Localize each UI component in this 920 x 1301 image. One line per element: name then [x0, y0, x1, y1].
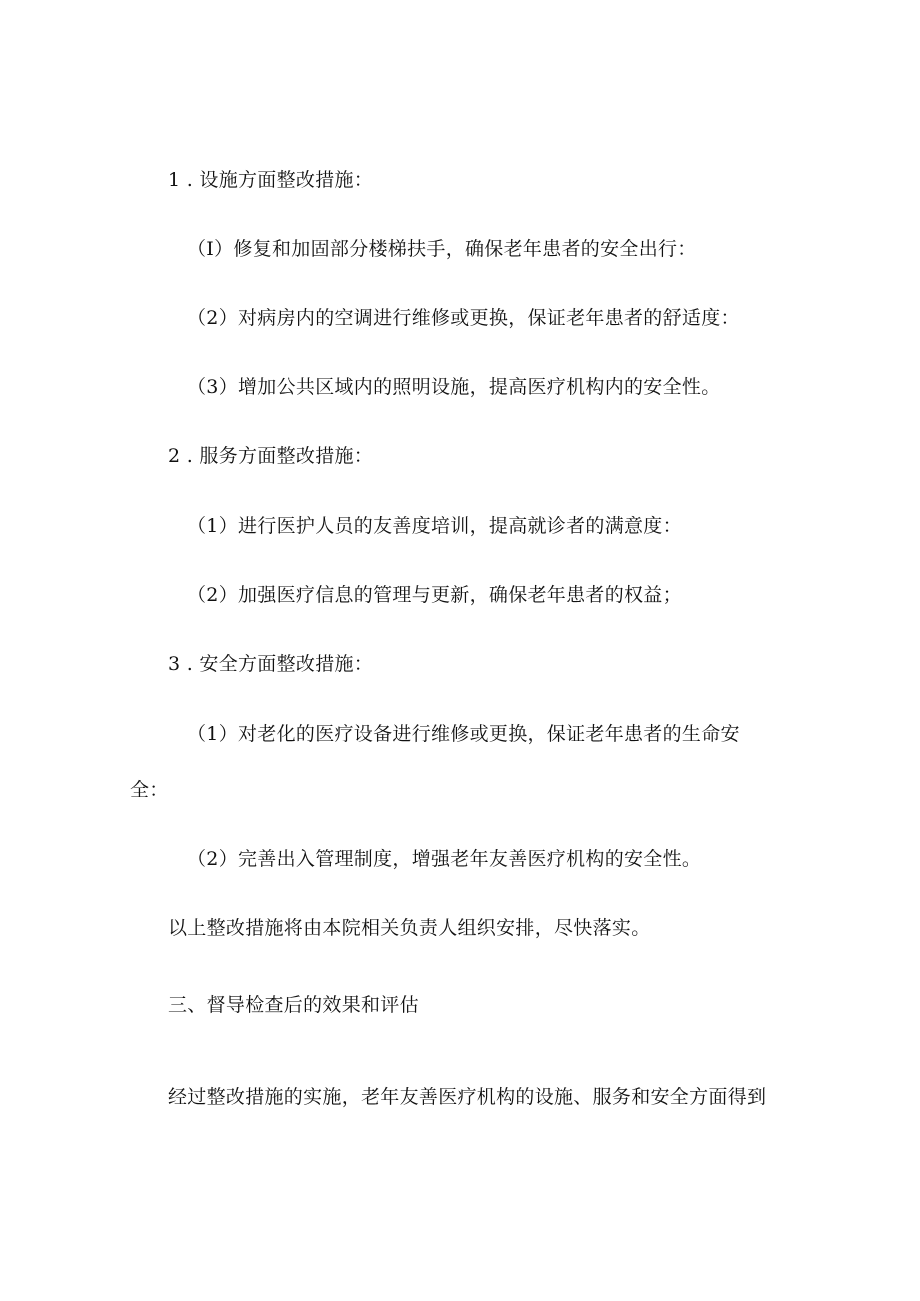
section-title-evaluation: 三、督导检查后的效果和评估	[168, 994, 419, 1016]
list-item-safety-1-continued: 全：	[130, 779, 169, 801]
section-heading-service: 2 . 服务方面整改措施：	[168, 445, 374, 467]
list-item-service-2: （2）加强医疗信息的管理与更新，确保老年患者的权益；	[187, 584, 682, 606]
list-item-safety-2: （2）完善出入管理制度，增强老年友善医疗机构的安全性。	[187, 848, 702, 870]
list-item-facilities-1: （I）修复和加固部分楼梯扶手，确保老年患者的安全出行：	[187, 238, 697, 260]
section-heading-safety: 3 . 安全方面整改措施：	[168, 653, 374, 675]
list-item-service-1: （1）进行医护人员的友善度培训，提高就诊者的满意度：	[187, 515, 682, 537]
section-heading-facilities: 1 . 设施方面整改措施：	[168, 169, 374, 191]
evaluation-paragraph: 经过整改措施的实施，老年友善医疗机构的设施、服务和安全方面得到	[168, 1086, 767, 1108]
list-item-facilities-2: （2）对病房内的空调进行维修或更换，保证老年患者的舒适度：	[187, 307, 740, 329]
list-item-facilities-3: （3）增加公共区域内的照明设施，提高医疗机构内的安全性。	[187, 376, 721, 398]
list-item-safety-1: （1）对老化的医疗设备进行维修或更换，保证老年患者的生命安	[187, 723, 740, 745]
summary-paragraph: 以上整改措施将由本院相关负责人组织安排，尽快落实。	[168, 917, 651, 939]
